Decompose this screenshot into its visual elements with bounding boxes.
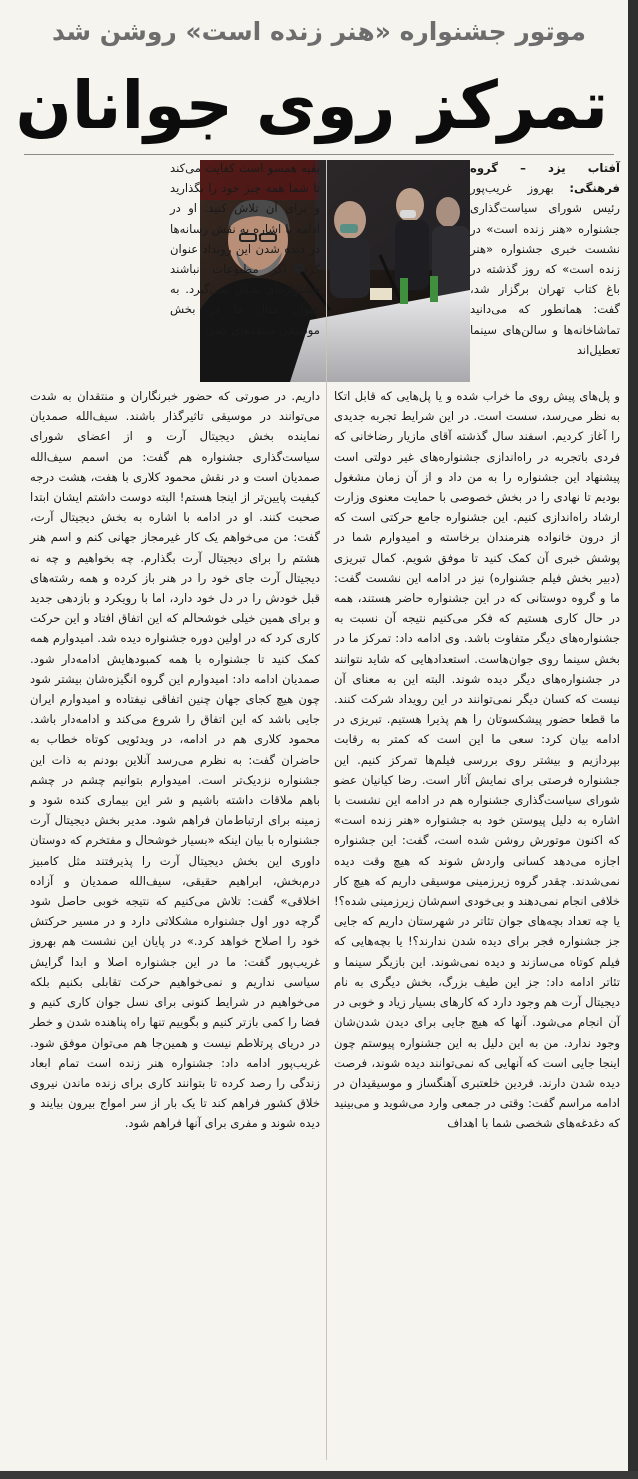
byline: آفتاب یزد – گروه فرهنگی: [470, 161, 620, 196]
headline: تمرکز روی جوانان [15, 67, 608, 144]
article-column-right [334, 158, 620, 1134]
article-column-left [30, 158, 320, 1134]
column-divider [326, 160, 327, 1460]
right-lead-paragraph [470, 158, 620, 386]
right-body-text: و پل‌های پیش روی ما خراب شده و یا پل‌هایی که قابل اتکا به نظر می‌رسد، سست است. در این شرایط تجربه جدیدی را آغاز کردیم. اسفند سال گذشته آقای مازیار رضاخانی که فردی باتجربه در راه‌اندازی جشنواره‌های غیر دولتی است پیشنهاد این جشنواره را به من داد و از آن زمان مشغول بودیم تا نهادی را در بخش خصوصی با حمایت معنوی وزارت ارشاد راه‌اندازی کنیم. این جشنواره جامع حرکتی است که از درون خانواده هنرمندان برخاسته و امیدوارم شما در پوشش خبری آن کمک کنید تا موفق شویم. کمال تبریزی (دبیر بخش فیلم جشنواره) نیز در ادامه این نشست گفت: ما و گروه دوستانی که در این جشنواره حاضر هستند، همه در حال کاری هستیم که فکر می‌کنیم نتیجه آن نسبت به جشنواره‌های دیگر متفاوت باشد. وی ادامه داد: تمرکز ما در بخش سینما روی جوان‌هاست. استعدادهایی که شاید نتوانند در جشنواره‌های دیگر دیده شوند. البته این به معنای آن نیست که کسان دیگر نمی‌توانند در این رویداد شرکت کنند. ما قطعا حضور پیشکسوتان را هم پذیرا هستیم. تبریزی در ادامه بیان کرد: سعی ما این است که کمتر به رقابت بپردازیم و بیشتر روی بررسی فیلم‌ها تمرکز کنیم. این جشنواره فرصتی برای نمایش آثار است. رضا کیانیان عضو شورای سیاست‌گذاری جشنواره هم در ادامه این نشست با اشاره به دلیل پیوستن خود به جشنواره «هنر زنده است» که اکنون موتورش روشن شده است، گفت: این جشنواره اجازه می‌دهد کسانی واردش شوند که هیچ وقت دیده نمی‌شدند. چقدر گروه زیرزمینی موسیقی داریم که هیچ کار خلافی انجام نمی‌دهند و بی‌خودی اسم‌شان زیرزمینی شده؟! یا چه تعداد بچه‌های جوان تئاتر در شهرستان داریم که جایی جز جشنواره فجر برای دیده شدن ندارند؟! یا بچه‌هایی که فیلم کوتاه می‌سازند و دیده نمی‌شوند. این بازیگر سینما و تئاتر ادامه داد: جز این طیف بزرگ، بخش دیگری به نام دیجیتال آرت هم وجود دارد که کارهای بسیار زیاد و خوبی در آن انجام می‌شود. آنها که هیچ جایی برای دیدن شدن‌شان وجود ندارد. من به این دلیل به این جشنواره پیوستم چون اینجا جایی است که آنهایی که نمی‌توانند دیده شوند، فرصت دیده شدن دارند. فردین خلعتبری آهنگساز و موسیقیدان در ادامه مراسم گفت: وقتی در جمعی وارد می‌شوید و می‌بینید که دغدغه‌های شخصی شما با اهداف [334, 389, 620, 1131]
right-lead-text: بهروز غریب‌پور رئیس شورای سیاست‌گذاری جشنواره «هنر زنده است» در نشست خبری جشنواره «هنر زنده است» که روز گذشته در باغ کتاب تهران برگزار شد، گفت: همانطور که می‌دانید تماشاخانه‌ها و سالن‌های سینما تعطیل‌اند [470, 181, 620, 357]
left-body-text: داریم. در صورتی که حضور خبرنگاران و منتقدان به شدت می‌توانند در موسیقی تاثیرگذار باشند. سیف‌الله صمدیان نماینده بخش دیجیتال آرت و از اعضای شورای سیاست‌گذاری جشنواره هم گفت: من اسمم سیف‌الله صمدیان است و در نقش محمود کلاری با هفت، هشت درجه کیفیت پایین‌تر از اینجا هستم! البته دوست داشتم ایشان ابتدا صحبت کنند. او در ادامه با اشاره به بخش دیجیتال آرت، گفت: من می‌خواهم یک کار غیرمجاز جهانی کنم و اسم هنر هشتم را برای دیجیتال آرت بگذارم. چه بخواهیم و چه نه دیجیتال آرت جای خود را در هنر باز کرده و همه رشته‌های قبل خودش را در دل خود دارد، اما با رویکرد و بازدهی جدید و برای همین خیلی خوشحالم که این اتفاق افتاد و این حرکت کاری کرد که در اولین دوره جشنواره دیده شد. امیدوارم همه کمک کنید تا جشنواره با همه کمبودهایش ادامه‌دار شود. صمدیان ادامه داد: امیدوارم این گروه انگیزه‌شان بیشتر شود چون هیچ کجای جهان چنین اتفاقی نیفتاده و امیدوارم ایران جایی باشد که این اتفاق را شروع می‌کند و ادامه‌دار باشد. محمود کلاری هم در ادامه، در ویدئویی کوتاه خطاب به حاضران گفت: به نظرم می‌رسد آنلاین بودنم به ذات این جشنواره نزدیک‌تر است. امیدوارم بتوانیم چشم در چشم باهم ملاقات داشته باشیم و شر این بیماری کنده شود و زمینه برای ارتباط‌مان فراهم شود. مدیر بخش دیجیتال آرت جشنواره با بیان اینکه «بسیار خوشحال و مفتخرم که دوستان داوری این بخش دیجیتال آرت را پذیرفتند مثل کامبیز درم‌بخش، ابراهیم حقیقی، سیف‌الله صمدیان و آزاده اخلاقی» گفت: تلاش می‌کنیم که نتیجه خوبی حاصل شود گرچه دور اول جشنواره مشکلاتی دارد و در مسیر حرکتش خود را اصلاح خواهد کرد.» در پایان این نشست هم بهروز غریب‌پور گفت: ما در این جشنواره اصلا و ابدا گرایش سیاسی نداریم و نمی‌خواهیم حرکت تقابلی بکنیم بلکه می‌خواهیم در شرایط کنونی برای نسل جوان کاری کنیم و فضا را کمی بازتر کنیم و بگوییم تنها راه پناهنده شدن و خطر در دریای پرتلاطم نیست و همین‌جا هم می‌توان موفق شود. غریب‌پور ادامه داد: جشنواره هنر زنده است تمام ابعاد زندگی را رصد کرده تا بتوانند کاری برای زنده ماندن نیروی خلاق کشور فراهم کند تا یک بار از سر امواج بیرون بیایند و دیده شوند و مفری برای آنها فراهم شود. [30, 389, 320, 1131]
left-lead-text: بقیه همسو است کفایت می‌کند تا شما همه چیز خود را بگذارید و برای آن تلاش کنید. او در ادامه با اشاره به نقش رسانه‌ها در دیده شدن این رویداد عنوان کرد: اگر مطبوعات نباشند جشنواره‌ای شکل نمی‌گیرد. به عنوان مثال ما در بخش موسیقی منتقدهای کمی [170, 161, 320, 337]
page-edge-right [628, 0, 638, 1479]
headline-rule [24, 154, 614, 155]
page-edge-bottom [0, 1471, 638, 1479]
supertitle: موتور جشنواره «هنر زنده است» روشن شد [52, 17, 586, 46]
